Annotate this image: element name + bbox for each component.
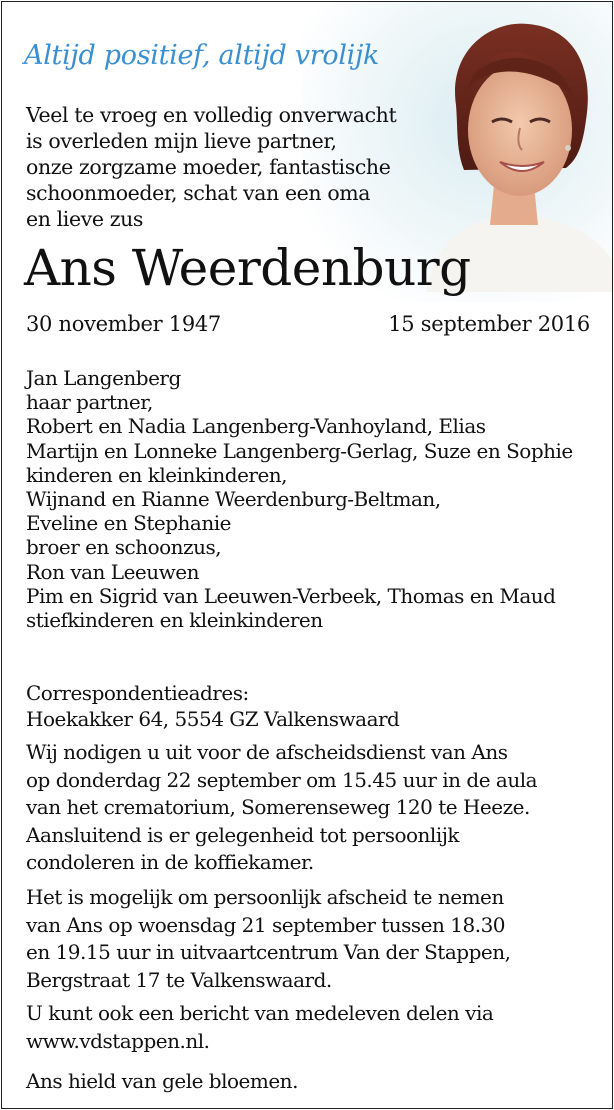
family-line: stiefkinderen en kleinkinderen — [26, 608, 323, 633]
correspondence-address: Hoekakker 64, 5554 GZ Valkenswaard — [26, 707, 400, 731]
intro-line: en lieve zus — [26, 207, 144, 231]
viewing-line: en 19.15 uur in uitvaartcentrum Van der Stappen, — [26, 940, 511, 964]
family-line: Martijn en Lonneke Langenberg-Gerlag, Suze en Sophie — [26, 438, 573, 463]
intro-line: Veel te vroeg en volledig onverwacht — [26, 103, 397, 127]
date-of-death: 15 september 2016 — [388, 312, 590, 336]
date-of-birth: 30 november 1947 — [26, 312, 221, 336]
family-line: kinderen en kleinkinderen, — [26, 462, 288, 487]
family-line: Wijnand en Rianne Weerdenburg-Beltman, — [26, 487, 441, 512]
service-line: Aansluitend is er gelegenheid tot persoonlijk — [26, 822, 460, 847]
family-line: Jan Langenberg — [26, 366, 181, 390]
correspondence-block — [26, 680, 606, 732]
condolence-line: U kunt ook een bericht van medeleven delen via — [26, 1001, 494, 1025]
family-line: Robert en Nadia Langenberg-Vanhoyland, Elias — [26, 414, 486, 439]
family-line: broer en schoonzus, — [26, 535, 222, 560]
deceased-name: Ans Weerdenburg — [24, 239, 471, 297]
intro-line: schoonmoeder, schat van een oma — [26, 181, 371, 205]
service-line: Wij nodigen u uit voor de afscheidsdienst van Ans — [26, 740, 508, 764]
service-paragraph — [26, 739, 606, 877]
family-line: Eveline en Stephanie — [26, 511, 231, 536]
obituary-card — [1, 1, 613, 1109]
viewing-line: Het is mogelijk om persoonlijk afscheid te nemen — [26, 885, 504, 909]
family-list — [26, 366, 606, 632]
service-line: van het crematorium, Somerenseweg 120 te Heeze. — [26, 795, 530, 819]
family-line: Ron van Leeuwen — [26, 559, 199, 584]
service-line: op donderdag 22 september om 15.45 uur in de aula — [26, 767, 538, 792]
correspondence-label: Correspondentieadres: — [26, 681, 249, 705]
family-line: haar partner, — [26, 390, 153, 415]
viewing-paragraph — [26, 884, 606, 994]
family-line: Pim en Sigrid van Leeuwen-Verbeek, Thomas en Maud — [26, 583, 556, 608]
condolence-website: www.vdstappen.nl. — [26, 1028, 210, 1053]
service-line: condoleren in de koffiekamer. — [26, 850, 314, 874]
closing-paragraph — [26, 1068, 606, 1096]
condolence-paragraph — [26, 1000, 606, 1055]
viewing-line: Bergstraat 17 te Valkenswaard. — [26, 967, 332, 992]
closing-line: Ans hield van gele bloemen. — [26, 1069, 298, 1093]
intro-line: is overleden mijn lieve partner, — [26, 129, 337, 153]
viewing-line: van Ans op woensdag 21 september tussen 18.30 — [26, 912, 506, 937]
motto-heading: Altijd positief, altijd vrolijk — [24, 40, 380, 71]
intro-line: onze zorgzame moeder, fantastische — [26, 155, 391, 179]
intro-text — [26, 102, 446, 232]
